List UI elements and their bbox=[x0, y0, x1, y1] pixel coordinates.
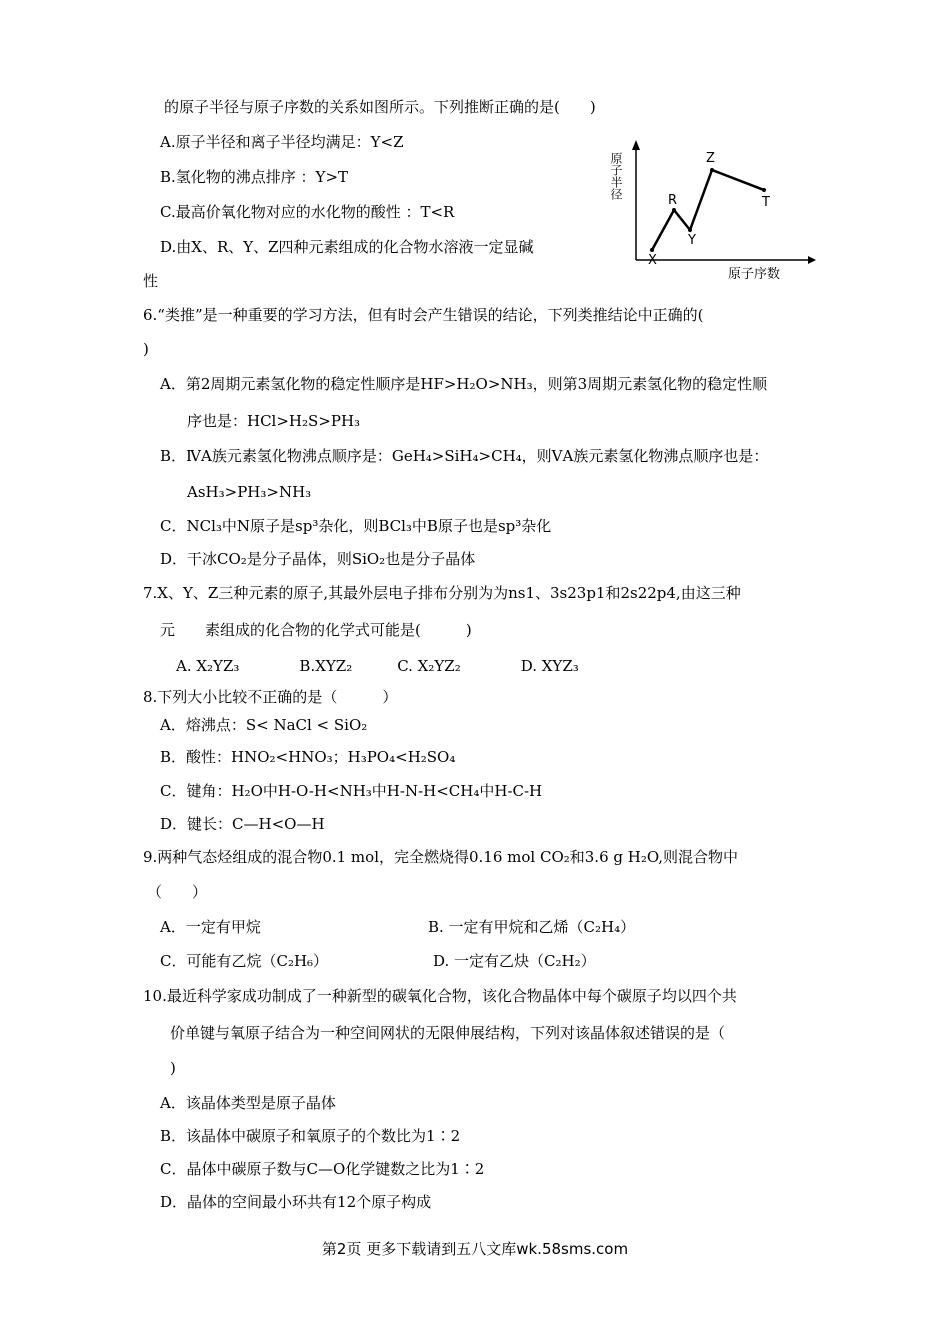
q6-option-d: D．干冰CO₂是分子晶体，则SiO₂也是分子晶体 bbox=[160, 550, 476, 568]
q6-stem-cont: ) bbox=[143, 340, 149, 358]
point-label-r: R bbox=[668, 193, 678, 208]
q6-option-a: A．第2周期元素氢化物的稳定性顺序是HF>H₂O>NH₃，则第3周期元素氢化物的稳定性顺 bbox=[160, 375, 768, 393]
q5-intro: 的原子半径与原子序数的关系如图所示。下列推断正确的是( ) bbox=[164, 98, 596, 116]
q9-stem: 9.两种气态烃组成的混合物0.1 mol，完全燃烧得0.16 mol CO₂和3.6 g H₂O,则混合物中 bbox=[143, 848, 739, 866]
q9-option-a: A．一定有甲烷 bbox=[160, 918, 261, 936]
q9-option-b: B. 一定有甲烷和乙烯（C₂H₄） bbox=[428, 918, 636, 936]
y-axis-label: 原子半径 bbox=[609, 152, 623, 200]
point-y bbox=[688, 228, 692, 232]
y-axis-arrow bbox=[632, 140, 640, 150]
q6-option-a-cont: 序也是：HCl>H₂S>PH₃ bbox=[187, 412, 361, 430]
point-r bbox=[672, 208, 676, 212]
q5-option-a: A.原子半径和离子半径均满足：Y<Z bbox=[160, 133, 404, 151]
q8-option-c: C．键角：H₂O中H-O-H<NH₃中H-N-H<CH₄中H-C-H bbox=[160, 782, 543, 800]
point-x bbox=[650, 248, 654, 252]
x-axis-label: 原子序数 bbox=[728, 267, 781, 282]
q9-stem-cont: （ ） bbox=[147, 883, 208, 901]
q6-option-b-cont: AsH₃>PH₃>NH₃ bbox=[187, 483, 312, 501]
x-axis-arrow bbox=[808, 256, 816, 264]
q10-stem-cont: 价单键与氧原子结合为一种空间网状的无限伸展结构，下列对该晶体叙述错误的是（ bbox=[170, 1024, 726, 1042]
q7-stem-cont: 元 素组成的化合物的化学式可能是( ) bbox=[160, 621, 472, 639]
q5-option-d-cont: 性 bbox=[143, 272, 159, 290]
q5-option-d: D.由X、R、Y、Z四种元素组成的化合物水溶液一定显碱 bbox=[160, 238, 534, 256]
q5-option-b: B.氢化物的沸点排序 ：Y>T bbox=[160, 168, 349, 186]
q10-option-d: D．晶体的空间最小环共有12个原子构成 bbox=[160, 1193, 432, 1211]
q8-option-b: B．酸性：HNO₂<HNO₃；H₃PO₄<H₂SO₄ bbox=[160, 748, 456, 766]
q10-option-a: A．该晶体类型是原子晶体 bbox=[160, 1094, 336, 1112]
page-footer: 第2页 更多下载请到五八文库wk.58sms.com bbox=[321, 1240, 629, 1258]
point-label-t: T bbox=[762, 195, 770, 210]
q6-option-c: C．NCl₃中N原子是sp³杂化，则BCl₃中B原子也是sp³杂化 bbox=[160, 517, 552, 535]
q8-option-a: A．熔沸点：S< NaCl < SiO₂ bbox=[160, 716, 368, 734]
q10-option-c: C．晶体中碳原子数与C—O化学键数之比为1∶2 bbox=[160, 1160, 485, 1178]
point-z bbox=[710, 168, 714, 172]
radius-graph bbox=[609, 140, 812, 282]
q7-stem: 7.X、Y、Z三种元素的原子,其最外层电子排布分别为为ns1、3s23p1和2s22p4,由这三种 bbox=[143, 584, 741, 602]
q6-stem: 6.“类推”是一种重要的学习方法，但有时会产生错误的结论，下列类推结论中正确的( bbox=[143, 306, 704, 324]
radius-series bbox=[652, 170, 764, 250]
q10-stem: 10.最近科学家成功制成了一种新型的碳氧化合物，该化合物晶体中每个碳原子均以四个共 bbox=[143, 987, 737, 1005]
q6-option-b: B．ⅣA族元素氢化物沸点顺序是：GeH₄>SiH₄>CH₄，则ⅤA族元素氢化物沸点顺序也是： bbox=[160, 447, 769, 465]
q9-option-c: C．可能有乙烷（C₂H₆） bbox=[160, 952, 329, 970]
q7-options: A. X₂YZ₃ B.XYZ₂ C. X₂YZ₂ D. XYZ₃ bbox=[176, 657, 579, 675]
q8-option-d: D．键长：C—H<O—H bbox=[160, 815, 325, 833]
point-label-y: Y bbox=[688, 233, 696, 248]
q8-stem: 8.下列大小比较不正确的是（ ） bbox=[143, 688, 398, 706]
point-t bbox=[762, 188, 766, 192]
q9-option-d: D. 一定有乙炔（C₂H₂） bbox=[433, 952, 596, 970]
q10-stem-cont2: ) bbox=[170, 1059, 176, 1077]
point-label-z: Z bbox=[706, 151, 715, 166]
q10-option-b: B．该晶体中碳原子和氧原子的个数比为1∶2 bbox=[160, 1127, 461, 1145]
q5-option-c: C.最高价氧化物对应的水化物的酸性 ：T<R bbox=[160, 203, 455, 221]
point-label-x: X bbox=[648, 253, 657, 268]
